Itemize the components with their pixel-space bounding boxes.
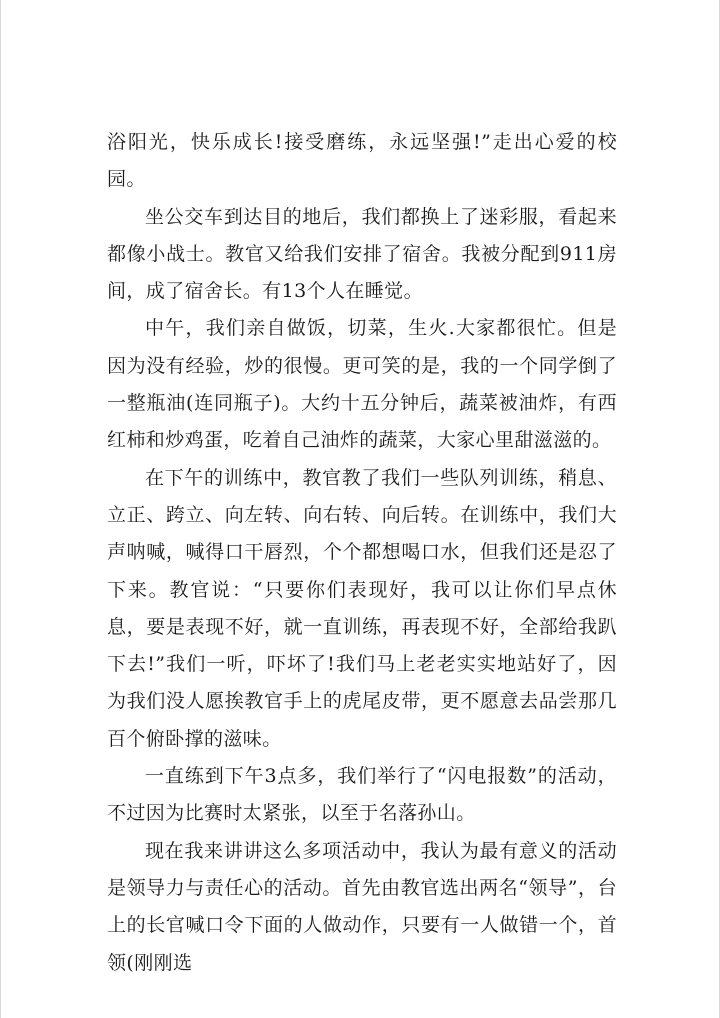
paragraph-6: 现在我来讲讲这么多项活动中，我认为最有意义的活动是领导力与责任心的活动。首先由教官选出两名“领导”，台上的长官喊口令下面的人做动作，只要有一人做错一个，首领(刚刚选 [107, 839, 617, 974]
paragraph-1: 浴阳光，快乐成长!接受磨练，永远坚强!”走出心爱的校园。 [107, 131, 617, 191]
paragraph-2: 坐公交车到达目的地后，我们都换上了迷彩服，看起来都像小战士。教官又给我们安排了宿舍。我被分配到911房间，成了宿舍长。有13个人在睡觉。 [107, 205, 617, 303]
paragraph-4: 在下午的训练中，教官教了我们一些队列训练，稍息、立正、跨立、向左转、向右转、向后转。在训练中，我们大声呐喊，喊得口干唇烈，个个都想喝口水，但我们还是忍了下来。教官说：“只要你们表现好，我可以让你们早点休息，要是表现不好，就一直训练，再表现不好，全部给我趴下去!”我们一听，吓坏了!我们马上老老实实地站好了，因为我们没人愿挨教官手上的虎尾皮带，更不愿意去品尝那几百个俯卧撑的滋味。 [107, 466, 617, 750]
paragraph-3: 中午，我们亲自做饭，切菜，生火.大家都很忙。但是因为没有经验，炒的很慢。更可笑的是，我的一个同学倒了一整瓶油(连同瓶子)。大约十五分钟后，蔬菜被油炸，有西红柿和炒鸡蛋，吃着自己油炸的蔬菜，大家心里甜滋滋的。 [107, 317, 617, 452]
paragraph-5: 一直练到下午3点多，我们举行了“闪电报数”的活动，不过因为比赛时太紧张，以至于名落孙山。 [107, 765, 617, 825]
document-body [107, 124, 617, 982]
